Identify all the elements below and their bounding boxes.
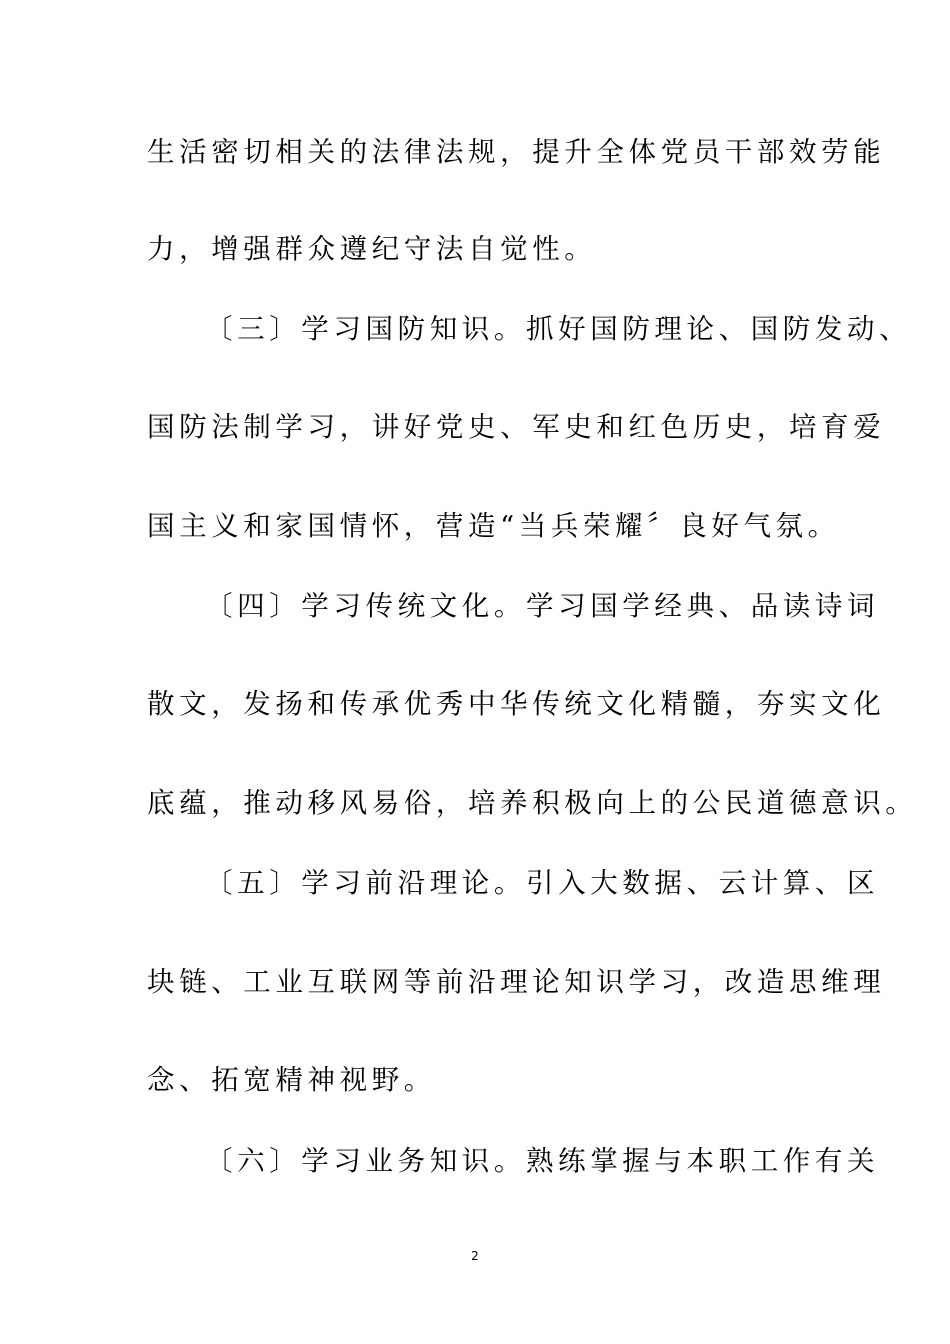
text-line-8: 底蕴，推动移风易俗，培养积极向上的公民道德意识。 — [147, 787, 918, 819]
section-five-heading-line: 〔五〕学习前沿理论。引入大数据、云计算、区 — [205, 867, 880, 899]
text-line-10: 块链、工业互联网等前沿理论知识学习，改造思维理 — [147, 966, 886, 998]
text-line-4: 国防法制学习，讲好党史、军史和红色历史，培育爱 — [147, 411, 886, 443]
section-three-heading-line: 〔三〕学习国防知识。抓好国防理论、国防发动、 — [205, 313, 912, 345]
text-line-7: 散文，发扬和传承优秀中华传统文化精髓，夯实文化 — [147, 688, 886, 720]
text-line-11: 念、拓宽精神视野。 — [147, 1064, 436, 1096]
section-six-heading-line: 〔六〕学习业务知识。熟练掌握与本职工作有关 — [205, 1145, 880, 1177]
text-line-5: 国主义和家国情怀，营造“当兵荣耀〞良好气氛。 — [147, 510, 840, 542]
text-line-1: 生活密切相关的法律法规，提升全体党员干部效劳能 — [147, 136, 886, 168]
page-number: 2 — [471, 1249, 479, 1263]
section-four-heading-line: 〔四〕学习传统文化。学习国学经典、品读诗词 — [205, 590, 880, 622]
text-line-2: 力，增强群众遵纪守法自觉性。 — [147, 233, 597, 265]
